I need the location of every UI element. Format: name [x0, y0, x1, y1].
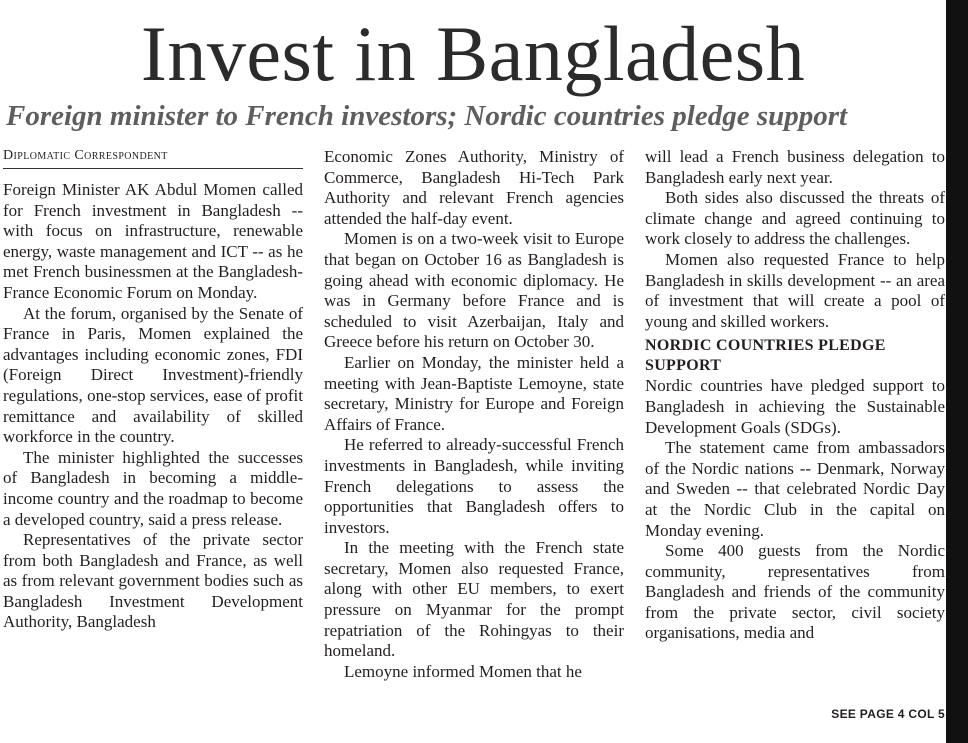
paragraph: Momen is on a two-week visit to Europe that began on October 16 as Bangladesh is going ahead with economic diplomacy. He was in Germany before France and is scheduled to visit Azerbaijan, Italy and Greece before his return on October 30. [324, 229, 624, 352]
section-heading: NORDIC COUNTRIES PLEDGE SUPPORT [645, 337, 886, 375]
paragraph: Momen also requested France to help Bangladesh in skills development -- an area of investment that will create a pool of young and skilled workers. [645, 249, 945, 331]
paragraph: Both sides also discussed the threats of climate change and agreed continuing to work closely to address the challenges. [645, 188, 945, 249]
article-column-2 [324, 147, 624, 682]
paragraph: The minister highlighted the successes of Bangladesh in becoming a middle-income country and the roadmap to become a developed country, said a press release. [3, 447, 303, 529]
paragraph: The statement came from ambassadors of the Nordic nations -- Denmark, Norway and Sweden -- that celebrated Nordic Day at the Nordic Club in the capital on Monday evening. [645, 438, 945, 540]
byline: Diplomatic Correspondent [3, 147, 303, 169]
paragraph: Nordic countries have pledged support to Bangladesh in achieving the Sustainable Development Goals (SDGs). [645, 376, 945, 437]
continuation-jump-line: SEE PAGE 4 COL 5 [831, 707, 945, 721]
subheadline: Foreign minister to French investors; Nordic countries pledge support [6, 100, 848, 132]
paragraph: In the meeting with the French state secretary, Momen also requested France, along with other EU members, to exert pressure on Myanmar for the prompt repatriation of the Rohingyas to their homeland. [324, 538, 624, 661]
paragraph: Economic Zones Authority, Ministry of Commerce, Bangladesh Hi-Tech Park Authority and relevant French agencies attended the half-day event. [324, 147, 624, 228]
page-edge-bar [946, 0, 968, 743]
paragraph: At the forum, organised by the Senate of France in Paris, Momen explained the advantages including economic zones, FDI (Foreign Direct Investment)-friendly regulations, one-stop services, ease of profit remittance and availability of skilled workforce in the country. [3, 303, 303, 447]
paragraph: will lead a French business delegation to Bangladesh early next year. [645, 147, 945, 187]
paragraph: Earlier on Monday, the minister held a meeting with Jean-Baptiste Lemoyne, state secretary, Ministry for Europe and Foreign Affairs of France. [324, 352, 624, 434]
article-column-1 [3, 147, 303, 633]
headline: Invest in Bangladesh [140, 10, 806, 97]
paragraph: Lemoyne informed Momen that he [344, 661, 582, 681]
paragraph: Representatives of the private sector from both Bangladesh and France, as well as from relevant government bodies such as Bangladesh Investment Development Authority, Bangladesh [3, 530, 303, 632]
article-column-3 [645, 147, 945, 644]
paragraph: Foreign Minister AK Abdul Momen called for French investment in Bangladesh -- with focus on infrastructure, renewable energy, waste management and ICT -- as he met French businessmen at the Bangladesh-France Economic Forum on Monday. [3, 180, 303, 302]
paragraph: Some 400 guests from the Nordic community, representatives from Bangladesh and friends of the community from the private sector, civil society organisations, media and [645, 541, 945, 643]
paragraph: He referred to already-successful French investments in Bangladesh, while inviting French delegations to assess the opportunities that Bangladesh offers to investors. [324, 435, 624, 537]
